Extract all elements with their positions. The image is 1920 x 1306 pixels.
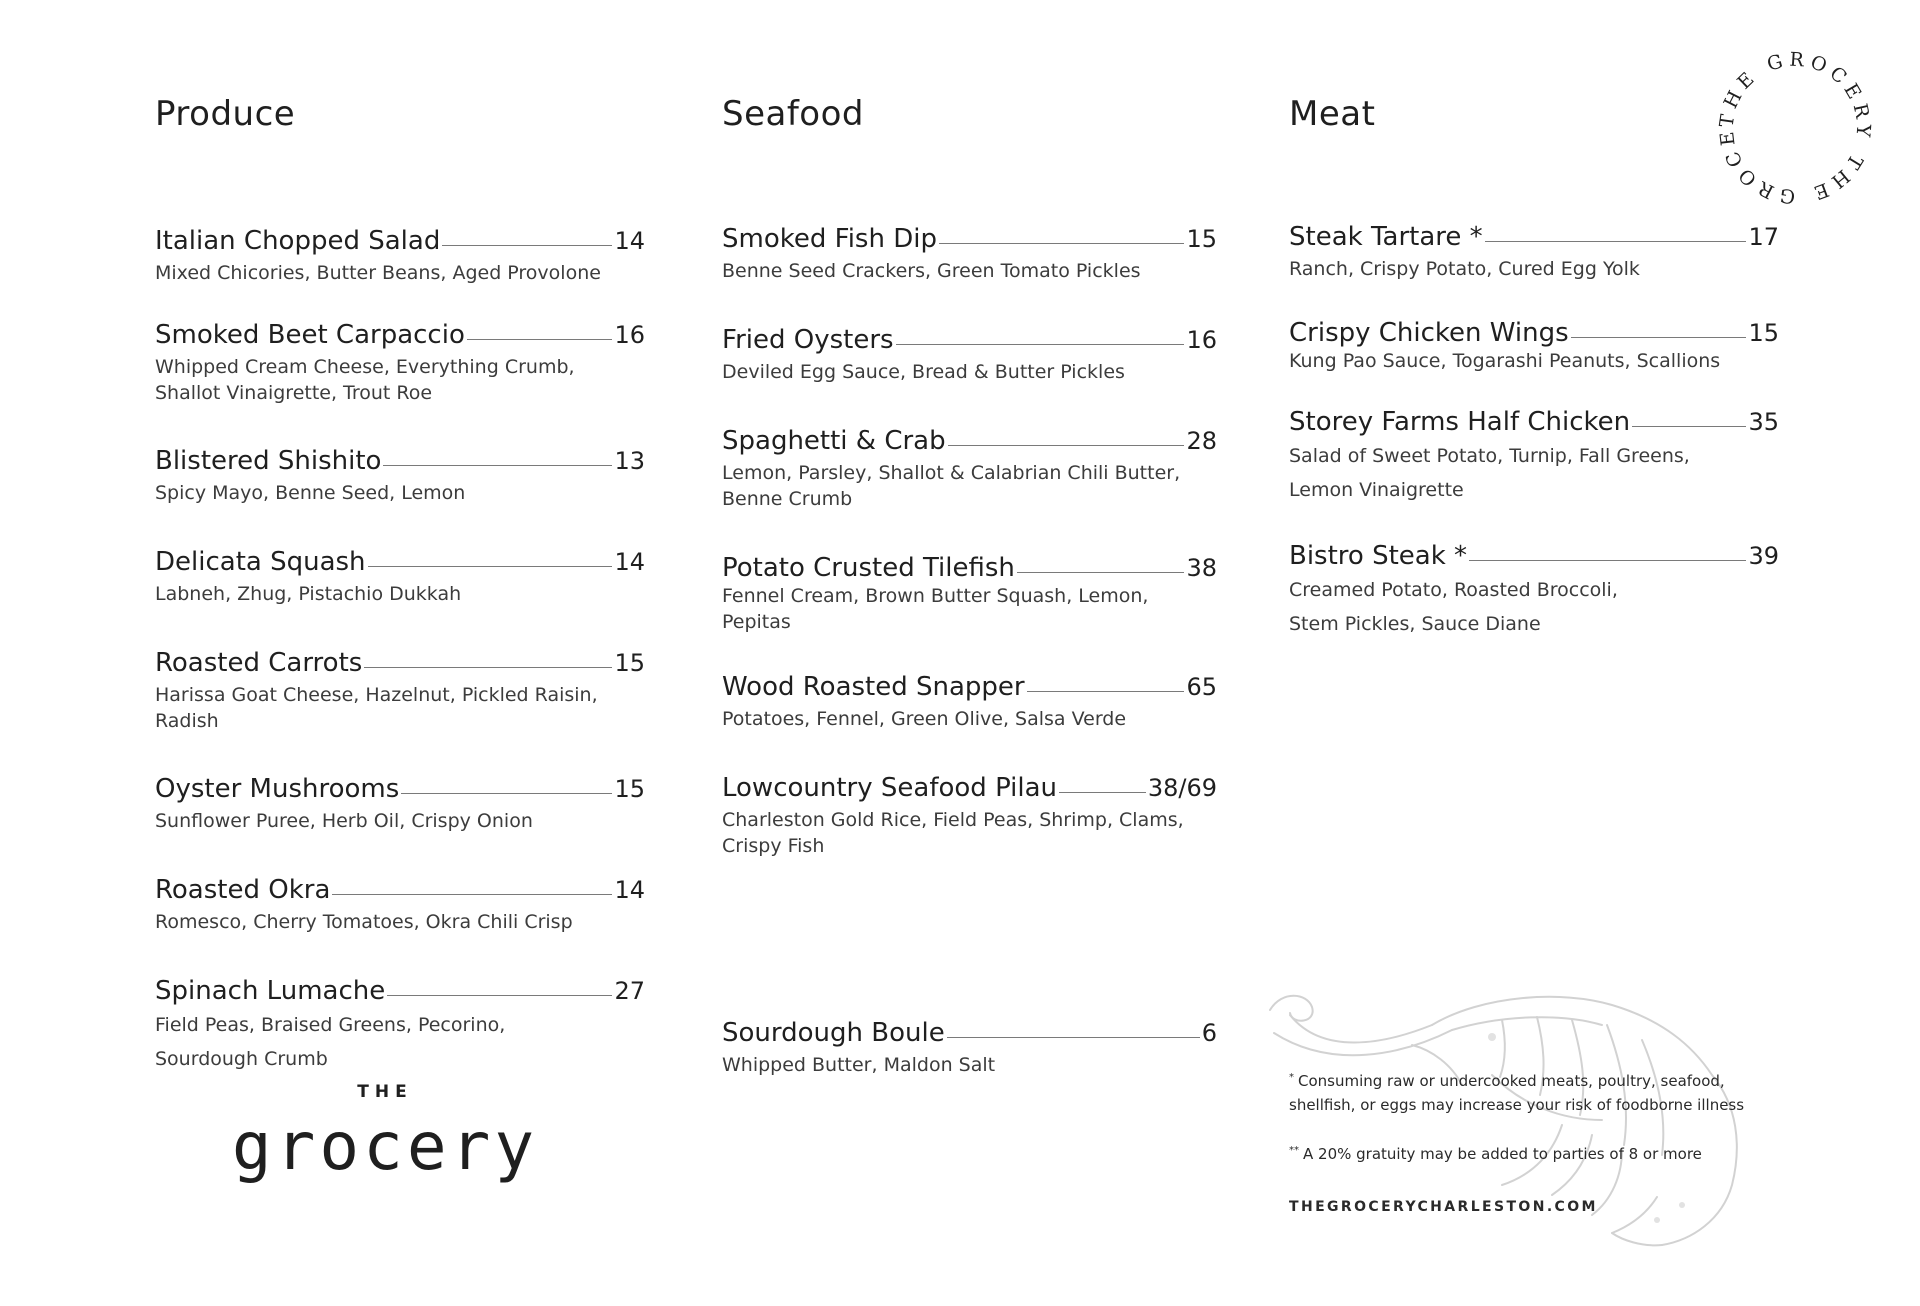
item-description: Whipped Cream Cheese, Everything Crumb, Shallot Vinaigrette, Trout Roe: [155, 356, 575, 404]
item-description: Charleston Gold Rice, Field Peas, Shrimp, Clams, Crispy Fish: [722, 809, 1184, 857]
item-price: 35: [1748, 408, 1779, 436]
item-price: 15: [1186, 225, 1217, 253]
footnote-mark: *: [1289, 1072, 1294, 1083]
menu-item: [155, 320, 645, 406]
item-price: 6: [1201, 1019, 1217, 1047]
item-name: Wood Roasted Snapper: [722, 672, 1025, 702]
menu-item: [722, 672, 1217, 732]
item-description: Fennel Cream, Brown Butter Squash, Lemon, Pepitas: [722, 585, 1149, 633]
item-description: Labneh, Zhug, Pistachio Dukkah: [155, 583, 462, 605]
menu-item: [1289, 541, 1779, 641]
menu-item: [722, 426, 1217, 512]
menu-item: [155, 648, 645, 734]
menu-item: [155, 774, 645, 834]
dot-leader: [383, 465, 612, 466]
dot-leader: [467, 339, 613, 340]
item-name: Spaghetti & Crab: [722, 426, 946, 456]
item-price: 15: [614, 649, 645, 677]
menu-item: [722, 325, 1217, 385]
menu-item: [722, 1018, 1217, 1078]
dot-leader: [1059, 792, 1146, 793]
menu-item: [1289, 407, 1779, 507]
item-name: Blistered Shishito: [155, 446, 382, 476]
dot-leader: [364, 667, 612, 668]
item-name: Steak Tartare *: [1289, 222, 1483, 252]
menu-item: [155, 875, 645, 935]
seafood-heading: Seafood: [722, 94, 864, 134]
item-name: Delicata Squash: [155, 547, 366, 577]
item-price: 16: [1186, 326, 1217, 354]
note-text: Consuming raw or undercooked meats, poultry, seafood, shellfish, or eggs may increase your risk of foodborne illness: [1289, 1072, 1745, 1114]
item-name: Spinach Lumache: [155, 976, 386, 1006]
item-description: Whipped Butter, Maldon Salt: [722, 1054, 996, 1076]
item-price: 28: [1186, 427, 1217, 455]
item-name: Fried Oysters: [722, 325, 894, 355]
website-url: THEGROCERYCHARLESTON.COM: [1289, 1199, 1598, 1215]
item-name: Potato Crusted Tilefish: [722, 553, 1015, 583]
dot-leader: [442, 245, 612, 246]
item-name: Storey Farms Half Chicken: [1289, 407, 1631, 437]
item-description: Potatoes, Fennel, Green Olive, Salsa Verde: [722, 708, 1127, 730]
menu-item: [1289, 222, 1779, 282]
item-description: Mixed Chicories, Butter Beans, Aged Provolone: [155, 262, 601, 284]
item-name: Italian Chopped Salad: [155, 226, 441, 256]
menu-item: [155, 976, 645, 1076]
item-description: Romesco, Cherry Tomatoes, Okra Chili Crisp: [155, 911, 573, 933]
footnote-mark: **: [1289, 1145, 1299, 1156]
item-description: Sunflower Puree, Herb Oil, Crispy Onion: [155, 810, 533, 832]
raw-food-warning: [1289, 1066, 1789, 1117]
dot-leader: [401, 793, 612, 794]
item-price: 27: [614, 977, 645, 1005]
menu-item: [155, 446, 645, 506]
logo-the-text: THE: [357, 1082, 413, 1102]
dot-leader: [1485, 241, 1747, 242]
dot-leader: [947, 1037, 1200, 1038]
item-price: 39: [1748, 542, 1779, 570]
item-description: Benne Seed Crackers, Green Tomato Pickles: [722, 260, 1141, 282]
item-description: Ranch, Crispy Potato, Cured Egg Yolk: [1289, 258, 1640, 280]
seal-text: THE GROCERY THE GROCE: [1715, 48, 1875, 208]
item-price: 15: [614, 775, 645, 803]
footnotes: [1289, 1066, 1789, 1166]
circular-seal-logo: [1705, 38, 1885, 218]
item-description: Harissa Goat Cheese, Hazelnut, Pickled Raisin, Radish: [155, 684, 598, 732]
menu-item: [722, 773, 1217, 859]
item-name: Lowcountry Seafood Pilau: [722, 773, 1058, 803]
item-price: 38: [1186, 554, 1217, 582]
dot-leader: [1469, 560, 1746, 561]
dot-leader: [939, 243, 1184, 244]
menu-item: [722, 553, 1217, 635]
produce-heading: Produce: [155, 94, 296, 134]
item-price: 14: [614, 876, 645, 904]
item-price: 14: [614, 227, 645, 255]
item-description: Salad of Sweet Potato, Turnip, Fall Greens, Lemon Vinaigrette: [1289, 445, 1690, 501]
meat-heading: Meat: [1289, 94, 1376, 134]
item-price: 17: [1748, 223, 1779, 251]
item-name: Roasted Okra: [155, 875, 331, 905]
logo-grocery-text: grocery: [231, 1108, 539, 1185]
dot-leader: [1027, 691, 1185, 692]
item-name: Sourdough Boule: [722, 1018, 945, 1048]
item-price: 14: [614, 548, 645, 576]
menu-item: [1289, 318, 1779, 374]
item-name: Oyster Mushrooms: [155, 774, 400, 804]
dot-leader: [387, 995, 612, 996]
item-description: Deviled Egg Sauce, Bread & Butter Pickles: [722, 361, 1125, 383]
item-description: Lemon, Parsley, Shallot & Calabrian Chili Butter, Benne Crumb: [722, 462, 1181, 510]
item-description: Field Peas, Braised Greens, Pecorino, Sourdough Crumb: [155, 1014, 506, 1070]
grocery-wordmark-logo: [190, 1082, 580, 1185]
dot-leader: [1017, 572, 1185, 573]
dot-leader: [1632, 426, 1746, 427]
item-name: Smoked Beet Carpaccio: [155, 320, 465, 350]
item-name: Bistro Steak *: [1289, 541, 1468, 571]
item-name: Crispy Chicken Wings: [1289, 318, 1569, 348]
dot-leader: [896, 344, 1185, 345]
item-name: Smoked Fish Dip: [722, 224, 937, 254]
dot-leader: [1571, 337, 1747, 338]
item-description: Spicy Mayo, Benne Seed, Lemon: [155, 482, 466, 504]
item-description: Kung Pao Sauce, Togarashi Peanuts, Scallions: [1289, 350, 1721, 372]
item-price: 13: [614, 447, 645, 475]
menu-item: [155, 226, 645, 286]
dot-leader: [948, 445, 1185, 446]
menu-item: [155, 547, 645, 607]
item-price: 38/69: [1147, 774, 1217, 802]
dot-leader: [332, 894, 612, 895]
note-text: A 20% gratuity may be added to parties of 8 or more: [1303, 1145, 1702, 1163]
menu-item: [722, 224, 1217, 284]
item-price: 16: [614, 321, 645, 349]
item-price: 15: [1748, 319, 1779, 347]
dot-leader: [368, 566, 613, 567]
item-description: Creamed Potato, Roasted Broccoli, Stem Pickles, Sauce Diane: [1289, 579, 1618, 635]
item-price: 65: [1186, 673, 1217, 701]
svg-text:THE GROCERY THE GROCERY: [1705, 38, 1875, 208]
gratuity-note: [1289, 1139, 1789, 1166]
item-name: Roasted Carrots: [155, 648, 363, 678]
